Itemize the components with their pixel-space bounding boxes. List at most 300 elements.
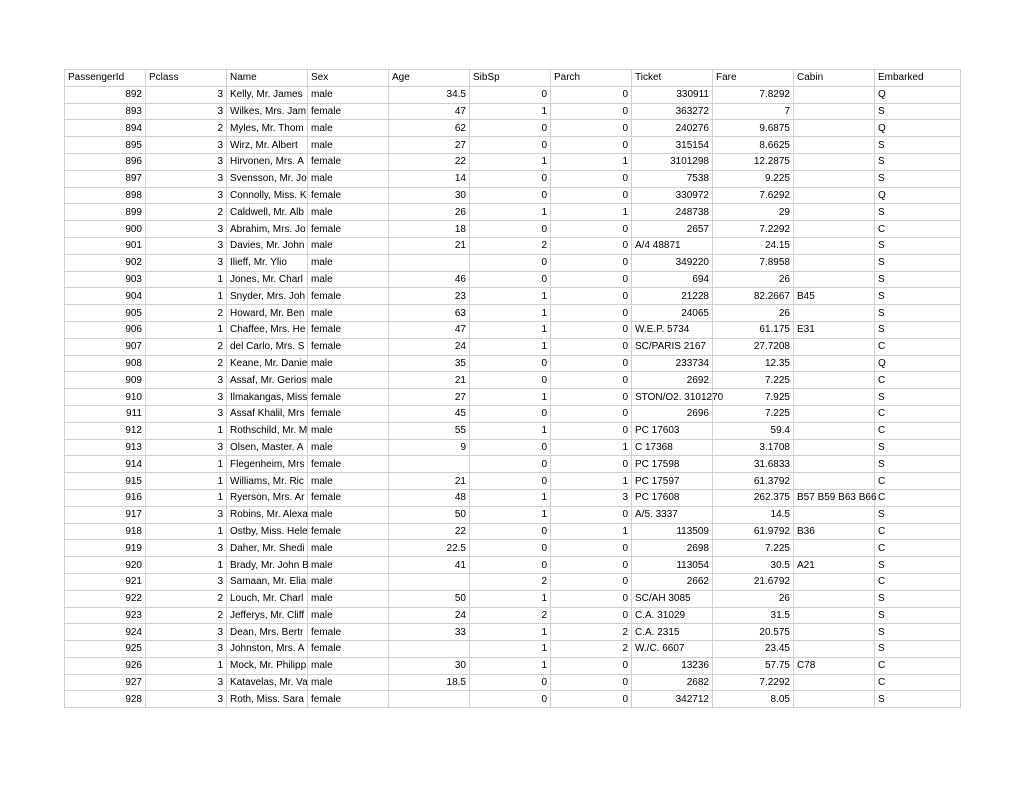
cell-name[interactable]: Howard, Mr. Ben <box>227 305 308 322</box>
cell-sibsp[interactable]: 0 <box>470 221 551 238</box>
cell-parch[interactable]: 0 <box>551 691 632 708</box>
cell-age[interactable]: 35 <box>389 355 470 372</box>
cell-age[interactable]: 24 <box>389 338 470 355</box>
column-header-sibsp[interactable]: SibSp <box>470 70 551 87</box>
cell-ticket[interactable]: 233734 <box>632 355 713 372</box>
cell-sibsp[interactable]: 0 <box>470 170 551 187</box>
cell-age[interactable]: 45 <box>389 405 470 422</box>
cell-fare[interactable]: 8.6625 <box>713 137 794 154</box>
cell-sex[interactable]: male <box>308 607 389 624</box>
cell-fare[interactable]: 27.7208 <box>713 338 794 355</box>
cell-name[interactable]: Ryerson, Mrs. Ar <box>227 489 308 506</box>
cell-passenger-id[interactable]: 893 <box>65 103 146 120</box>
cell-sex[interactable]: male <box>308 674 389 691</box>
cell-sibsp[interactable]: 0 <box>470 557 551 574</box>
cell-sibsp[interactable]: 0 <box>470 674 551 691</box>
cell-age[interactable]: 21 <box>389 237 470 254</box>
cell-sibsp[interactable]: 1 <box>470 641 551 658</box>
cell-cabin[interactable] <box>794 204 875 221</box>
column-header-embarked[interactable]: Embarked <box>875 70 961 87</box>
cell-embarked[interactable]: S <box>875 321 961 338</box>
cell-pclass[interactable]: 3 <box>146 86 227 103</box>
cell-age[interactable]: 18 <box>389 221 470 238</box>
cell-pclass[interactable]: 3 <box>146 691 227 708</box>
cell-ticket[interactable]: 363272 <box>632 103 713 120</box>
cell-fare[interactable]: 26 <box>713 305 794 322</box>
cell-cabin[interactable] <box>794 540 875 557</box>
cell-pclass[interactable]: 1 <box>146 489 227 506</box>
cell-ticket[interactable]: W.E.P. 5734 <box>632 321 713 338</box>
cell-ticket[interactable]: 13236 <box>632 657 713 674</box>
cell-name[interactable]: Keane, Mr. Danie <box>227 355 308 372</box>
cell-cabin[interactable]: B45 <box>794 288 875 305</box>
cell-fare[interactable]: 82.2667 <box>713 288 794 305</box>
cell-pclass[interactable]: 3 <box>146 103 227 120</box>
cell-sibsp[interactable]: 0 <box>470 691 551 708</box>
cell-cabin[interactable] <box>794 305 875 322</box>
cell-name[interactable]: Roth, Miss. Sara <box>227 691 308 708</box>
cell-sex[interactable]: male <box>308 422 389 439</box>
column-header-fare[interactable]: Fare <box>713 70 794 87</box>
cell-age[interactable]: 27 <box>389 389 470 406</box>
cell-sibsp[interactable]: 1 <box>470 422 551 439</box>
cell-sibsp[interactable]: 0 <box>470 439 551 456</box>
cell-embarked[interactable]: C <box>875 338 961 355</box>
cell-sibsp[interactable]: 1 <box>470 288 551 305</box>
cell-age[interactable]: 62 <box>389 120 470 137</box>
cell-pclass[interactable]: 3 <box>146 573 227 590</box>
cell-name[interactable]: Robins, Mr. Alexa <box>227 506 308 523</box>
cell-parch[interactable]: 0 <box>551 221 632 238</box>
cell-embarked[interactable]: S <box>875 254 961 271</box>
cell-pclass[interactable]: 3 <box>146 221 227 238</box>
cell-sibsp[interactable]: 0 <box>470 372 551 389</box>
cell-ticket[interactable]: W./C. 6607 <box>632 641 713 658</box>
cell-parch[interactable]: 0 <box>551 170 632 187</box>
cell-embarked[interactable]: C <box>875 372 961 389</box>
cell-sex[interactable]: female <box>308 389 389 406</box>
cell-sex[interactable]: male <box>308 540 389 557</box>
cell-sibsp[interactable]: 1 <box>470 153 551 170</box>
cell-name[interactable]: Louch, Mr. Charl <box>227 590 308 607</box>
cell-fare[interactable]: 7.8958 <box>713 254 794 271</box>
cell-ticket[interactable]: SC/AH 3085 <box>632 590 713 607</box>
cell-name[interactable]: Johnston, Mrs. A <box>227 641 308 658</box>
cell-embarked[interactable]: S <box>875 170 961 187</box>
cell-parch[interactable]: 1 <box>551 204 632 221</box>
cell-sibsp[interactable]: 0 <box>470 254 551 271</box>
cell-fare[interactable]: 31.6833 <box>713 456 794 473</box>
cell-embarked[interactable]: Q <box>875 86 961 103</box>
cell-passenger-id[interactable]: 924 <box>65 624 146 641</box>
column-header-sex[interactable]: Sex <box>308 70 389 87</box>
cell-embarked[interactable]: S <box>875 271 961 288</box>
cell-name[interactable]: Hirvonen, Mrs. A <box>227 153 308 170</box>
cell-age[interactable]: 50 <box>389 590 470 607</box>
cell-cabin[interactable] <box>794 237 875 254</box>
column-header-pclass[interactable]: Pclass <box>146 70 227 87</box>
cell-passenger-id[interactable]: 906 <box>65 321 146 338</box>
cell-name[interactable]: Olsen, Master. A <box>227 439 308 456</box>
cell-passenger-id[interactable]: 923 <box>65 607 146 624</box>
cell-cabin[interactable] <box>794 221 875 238</box>
cell-fare[interactable]: 7.225 <box>713 372 794 389</box>
cell-fare[interactable]: 3.1708 <box>713 439 794 456</box>
cell-name[interactable]: Snyder, Mrs. Joh <box>227 288 308 305</box>
cell-fare[interactable]: 29 <box>713 204 794 221</box>
cell-ticket[interactable]: PC 17603 <box>632 422 713 439</box>
cell-age[interactable]: 24 <box>389 607 470 624</box>
cell-parch[interactable]: 2 <box>551 641 632 658</box>
cell-embarked[interactable]: S <box>875 137 961 154</box>
cell-name[interactable]: Mock, Mr. Philipp <box>227 657 308 674</box>
cell-sex[interactable]: male <box>308 590 389 607</box>
cell-ticket[interactable]: 2696 <box>632 405 713 422</box>
cell-sex[interactable]: male <box>308 557 389 574</box>
cell-fare[interactable]: 8.05 <box>713 691 794 708</box>
cell-pclass[interactable]: 2 <box>146 590 227 607</box>
cell-cabin[interactable]: B57 B59 B63 B66 <box>794 489 875 506</box>
cell-cabin[interactable] <box>794 422 875 439</box>
cell-passenger-id[interactable]: 925 <box>65 641 146 658</box>
cell-fare[interactable]: 9.225 <box>713 170 794 187</box>
cell-parch[interactable]: 0 <box>551 405 632 422</box>
cell-pclass[interactable]: 1 <box>146 456 227 473</box>
cell-parch[interactable]: 0 <box>551 187 632 204</box>
cell-sibsp[interactable]: 0 <box>470 540 551 557</box>
cell-passenger-id[interactable]: 909 <box>65 372 146 389</box>
cell-ticket[interactable]: 248738 <box>632 204 713 221</box>
cell-name[interactable]: Chaffee, Mrs. He <box>227 321 308 338</box>
cell-fare[interactable]: 7.2292 <box>713 221 794 238</box>
cell-sex[interactable]: male <box>308 439 389 456</box>
cell-embarked[interactable]: C <box>875 221 961 238</box>
cell-ticket[interactable]: 113509 <box>632 523 713 540</box>
cell-name[interactable]: Rothschild, Mr. M <box>227 422 308 439</box>
cell-cabin[interactable] <box>794 573 875 590</box>
cell-name[interactable]: Assaf, Mr. Gerios <box>227 372 308 389</box>
cell-parch[interactable]: 0 <box>551 372 632 389</box>
cell-pclass[interactable]: 2 <box>146 355 227 372</box>
cell-ticket[interactable]: 7538 <box>632 170 713 187</box>
cell-name[interactable]: Abrahim, Mrs. Jo <box>227 221 308 238</box>
cell-cabin[interactable] <box>794 439 875 456</box>
cell-passenger-id[interactable]: 895 <box>65 137 146 154</box>
cell-age[interactable]: 41 <box>389 557 470 574</box>
cell-ticket[interactable]: 21228 <box>632 288 713 305</box>
cell-sibsp[interactable]: 0 <box>470 86 551 103</box>
cell-age[interactable]: 21 <box>389 473 470 490</box>
cell-pclass[interactable]: 2 <box>146 338 227 355</box>
cell-age[interactable] <box>389 641 470 658</box>
cell-sibsp[interactable]: 0 <box>470 355 551 372</box>
cell-embarked[interactable]: S <box>875 103 961 120</box>
cell-sex[interactable]: male <box>308 254 389 271</box>
cell-fare[interactable]: 57.75 <box>713 657 794 674</box>
cell-name[interactable]: Flegenheim, Mrs <box>227 456 308 473</box>
cell-ticket[interactable]: 3101298 <box>632 153 713 170</box>
cell-sibsp[interactable]: 1 <box>470 506 551 523</box>
cell-fare[interactable]: 61.9792 <box>713 523 794 540</box>
cell-embarked[interactable]: S <box>875 557 961 574</box>
cell-sex[interactable]: male <box>308 237 389 254</box>
cell-age[interactable] <box>389 456 470 473</box>
cell-age[interactable]: 14 <box>389 170 470 187</box>
column-header-passenger-id[interactable]: PassengerId <box>65 70 146 87</box>
cell-fare[interactable]: 61.175 <box>713 321 794 338</box>
cell-name[interactable]: Katavelas, Mr. Va <box>227 674 308 691</box>
cell-passenger-id[interactable]: 912 <box>65 422 146 439</box>
cell-name[interactable]: Wirz, Mr. Albert <box>227 137 308 154</box>
cell-fare[interactable]: 26 <box>713 590 794 607</box>
cell-sibsp[interactable]: 1 <box>470 657 551 674</box>
cell-age[interactable]: 47 <box>389 321 470 338</box>
cell-age[interactable]: 50 <box>389 506 470 523</box>
cell-fare[interactable]: 7.925 <box>713 389 794 406</box>
cell-age[interactable]: 27 <box>389 137 470 154</box>
cell-passenger-id[interactable]: 910 <box>65 389 146 406</box>
cell-embarked[interactable]: C <box>875 540 961 557</box>
cell-passenger-id[interactable]: 921 <box>65 573 146 590</box>
cell-sibsp[interactable]: 1 <box>470 624 551 641</box>
cell-embarked[interactable]: C <box>875 657 961 674</box>
cell-name[interactable]: Connolly, Miss. K <box>227 187 308 204</box>
cell-ticket[interactable]: 315154 <box>632 137 713 154</box>
cell-cabin[interactable] <box>794 137 875 154</box>
cell-ticket[interactable]: 2662 <box>632 573 713 590</box>
cell-age[interactable]: 18.5 <box>389 674 470 691</box>
cell-name[interactable]: Svensson, Mr. Jo <box>227 170 308 187</box>
cell-sibsp[interactable]: 1 <box>470 489 551 506</box>
cell-ticket[interactable]: C 17368 <box>632 439 713 456</box>
cell-passenger-id[interactable]: 927 <box>65 674 146 691</box>
cell-passenger-id[interactable]: 928 <box>65 691 146 708</box>
cell-age[interactable]: 22.5 <box>389 540 470 557</box>
cell-ticket[interactable]: SC/PARIS 2167 <box>632 338 713 355</box>
cell-embarked[interactable]: S <box>875 204 961 221</box>
cell-age[interactable]: 23 <box>389 288 470 305</box>
cell-age[interactable]: 63 <box>389 305 470 322</box>
cell-name[interactable]: Kelly, Mr. James <box>227 86 308 103</box>
cell-embarked[interactable]: S <box>875 389 961 406</box>
cell-pclass[interactable]: 3 <box>146 540 227 557</box>
cell-passenger-id[interactable]: 900 <box>65 221 146 238</box>
cell-age[interactable]: 30 <box>389 187 470 204</box>
cell-parch[interactable]: 0 <box>551 103 632 120</box>
cell-passenger-id[interactable]: 894 <box>65 120 146 137</box>
cell-age[interactable] <box>389 254 470 271</box>
cell-sex[interactable]: female <box>308 489 389 506</box>
cell-embarked[interactable]: S <box>875 691 961 708</box>
cell-fare[interactable]: 23.45 <box>713 641 794 658</box>
cell-cabin[interactable] <box>794 355 875 372</box>
cell-sibsp[interactable]: 1 <box>470 590 551 607</box>
cell-sex[interactable]: male <box>308 204 389 221</box>
cell-parch[interactable]: 0 <box>551 137 632 154</box>
cell-age[interactable]: 33 <box>389 624 470 641</box>
cell-sex[interactable]: female <box>308 456 389 473</box>
cell-name[interactable]: Ilmakangas, Miss <box>227 389 308 406</box>
cell-fare[interactable]: 7.225 <box>713 405 794 422</box>
cell-passenger-id[interactable]: 926 <box>65 657 146 674</box>
cell-cabin[interactable] <box>794 674 875 691</box>
cell-ticket[interactable]: 349220 <box>632 254 713 271</box>
cell-ticket[interactable]: A/4 48871 <box>632 237 713 254</box>
cell-cabin[interactable] <box>794 120 875 137</box>
cell-parch[interactable]: 0 <box>551 540 632 557</box>
cell-parch[interactable]: 0 <box>551 288 632 305</box>
cell-parch[interactable]: 0 <box>551 305 632 322</box>
cell-ticket[interactable]: 2698 <box>632 540 713 557</box>
cell-passenger-id[interactable]: 903 <box>65 271 146 288</box>
cell-cabin[interactable] <box>794 473 875 490</box>
cell-pclass[interactable]: 2 <box>146 204 227 221</box>
cell-sex[interactable]: female <box>308 103 389 120</box>
cell-embarked[interactable]: C <box>875 473 961 490</box>
cell-name[interactable]: Jefferys, Mr. Cliff <box>227 607 308 624</box>
cell-fare[interactable]: 61.3792 <box>713 473 794 490</box>
cell-sibsp[interactable]: 2 <box>470 607 551 624</box>
cell-fare[interactable]: 59.4 <box>713 422 794 439</box>
cell-embarked[interactable]: Q <box>875 120 961 137</box>
cell-parch[interactable]: 0 <box>551 657 632 674</box>
cell-cabin[interactable] <box>794 271 875 288</box>
cell-embarked[interactable]: Q <box>875 187 961 204</box>
cell-parch[interactable]: 0 <box>551 607 632 624</box>
cell-passenger-id[interactable]: 914 <box>65 456 146 473</box>
cell-name[interactable]: Jones, Mr. Charl <box>227 271 308 288</box>
cell-passenger-id[interactable]: 916 <box>65 489 146 506</box>
cell-pclass[interactable]: 1 <box>146 657 227 674</box>
cell-age[interactable]: 26 <box>389 204 470 221</box>
cell-cabin[interactable] <box>794 641 875 658</box>
cell-pclass[interactable]: 3 <box>146 170 227 187</box>
cell-embarked[interactable]: C <box>875 674 961 691</box>
cell-cabin[interactable] <box>794 607 875 624</box>
cell-passenger-id[interactable]: 896 <box>65 153 146 170</box>
cell-age[interactable]: 22 <box>389 153 470 170</box>
cell-embarked[interactable]: S <box>875 607 961 624</box>
cell-parch[interactable]: 2 <box>551 624 632 641</box>
cell-cabin[interactable] <box>794 170 875 187</box>
cell-cabin[interactable] <box>794 254 875 271</box>
column-header-name[interactable]: Name <box>227 70 308 87</box>
cell-embarked[interactable]: S <box>875 590 961 607</box>
column-header-ticket[interactable]: Ticket <box>632 70 713 87</box>
cell-name[interactable]: Ostby, Miss. Hele <box>227 523 308 540</box>
cell-parch[interactable]: 0 <box>551 506 632 523</box>
cell-sibsp[interactable]: 1 <box>470 321 551 338</box>
cell-age[interactable]: 48 <box>389 489 470 506</box>
cell-parch[interactable]: 0 <box>551 120 632 137</box>
cell-sex[interactable]: male <box>308 473 389 490</box>
cell-passenger-id[interactable]: 892 <box>65 86 146 103</box>
cell-passenger-id[interactable]: 897 <box>65 170 146 187</box>
cell-passenger-id[interactable]: 905 <box>65 305 146 322</box>
cell-cabin[interactable] <box>794 86 875 103</box>
cell-cabin[interactable] <box>794 506 875 523</box>
cell-sex[interactable]: female <box>308 641 389 658</box>
cell-parch[interactable]: 0 <box>551 557 632 574</box>
cell-age[interactable]: 9 <box>389 439 470 456</box>
cell-cabin[interactable] <box>794 590 875 607</box>
cell-passenger-id[interactable]: 908 <box>65 355 146 372</box>
cell-age[interactable]: 21 <box>389 372 470 389</box>
cell-sibsp[interactable]: 2 <box>470 573 551 590</box>
cell-cabin[interactable]: A21 <box>794 557 875 574</box>
cell-embarked[interactable]: C <box>875 573 961 590</box>
cell-name[interactable]: Brady, Mr. John B <box>227 557 308 574</box>
cell-age[interactable]: 30 <box>389 657 470 674</box>
cell-ticket[interactable]: 2657 <box>632 221 713 238</box>
cell-fare[interactable]: 262.375 <box>713 489 794 506</box>
cell-sex[interactable]: female <box>308 153 389 170</box>
cell-passenger-id[interactable]: 898 <box>65 187 146 204</box>
cell-pclass[interactable]: 1 <box>146 271 227 288</box>
cell-pclass[interactable]: 1 <box>146 321 227 338</box>
cell-embarked[interactable]: S <box>875 153 961 170</box>
cell-passenger-id[interactable]: 901 <box>65 237 146 254</box>
cell-pclass[interactable]: 3 <box>146 641 227 658</box>
cell-sex[interactable]: female <box>308 288 389 305</box>
cell-passenger-id[interactable]: 920 <box>65 557 146 574</box>
cell-embarked[interactable]: S <box>875 456 961 473</box>
cell-age[interactable]: 22 <box>389 523 470 540</box>
cell-age[interactable]: 47 <box>389 103 470 120</box>
cell-parch[interactable]: 0 <box>551 456 632 473</box>
cell-sibsp[interactable]: 0 <box>470 523 551 540</box>
cell-ticket[interactable]: C.A. 31029 <box>632 607 713 624</box>
cell-embarked[interactable]: S <box>875 439 961 456</box>
cell-embarked[interactable]: C <box>875 523 961 540</box>
cell-fare[interactable]: 7.225 <box>713 540 794 557</box>
cell-cabin[interactable] <box>794 405 875 422</box>
cell-sex[interactable]: female <box>308 187 389 204</box>
cell-ticket[interactable]: 24065 <box>632 305 713 322</box>
cell-fare[interactable]: 20.575 <box>713 624 794 641</box>
cell-cabin[interactable] <box>794 456 875 473</box>
cell-fare[interactable]: 24.15 <box>713 237 794 254</box>
cell-embarked[interactable]: S <box>875 288 961 305</box>
cell-pclass[interactable]: 3 <box>146 254 227 271</box>
cell-pclass[interactable]: 3 <box>146 237 227 254</box>
column-header-cabin[interactable]: Cabin <box>794 70 875 87</box>
cell-embarked[interactable]: S <box>875 305 961 322</box>
cell-parch[interactable]: 1 <box>551 473 632 490</box>
cell-embarked[interactable]: C <box>875 422 961 439</box>
cell-fare[interactable]: 7.6292 <box>713 187 794 204</box>
cell-sex[interactable]: male <box>308 271 389 288</box>
cell-fare[interactable]: 26 <box>713 271 794 288</box>
cell-embarked[interactable]: Q <box>875 355 961 372</box>
cell-sibsp[interactable]: 2 <box>470 237 551 254</box>
cell-parch[interactable]: 0 <box>551 355 632 372</box>
cell-pclass[interactable]: 3 <box>146 624 227 641</box>
cell-passenger-id[interactable]: 922 <box>65 590 146 607</box>
column-header-parch[interactable]: Parch <box>551 70 632 87</box>
cell-name[interactable]: Wilkes, Mrs. Jam <box>227 103 308 120</box>
cell-age[interactable]: 46 <box>389 271 470 288</box>
cell-name[interactable]: Dean, Mrs. Bertr <box>227 624 308 641</box>
cell-sibsp[interactable]: 1 <box>470 204 551 221</box>
cell-passenger-id[interactable]: 911 <box>65 405 146 422</box>
cell-name[interactable]: Williams, Mr. Ric <box>227 473 308 490</box>
cell-name[interactable]: Ilieff, Mr. Ylio <box>227 254 308 271</box>
cell-pclass[interactable]: 2 <box>146 120 227 137</box>
cell-age[interactable] <box>389 691 470 708</box>
cell-sibsp[interactable]: 0 <box>470 473 551 490</box>
cell-sibsp[interactable]: 0 <box>470 456 551 473</box>
